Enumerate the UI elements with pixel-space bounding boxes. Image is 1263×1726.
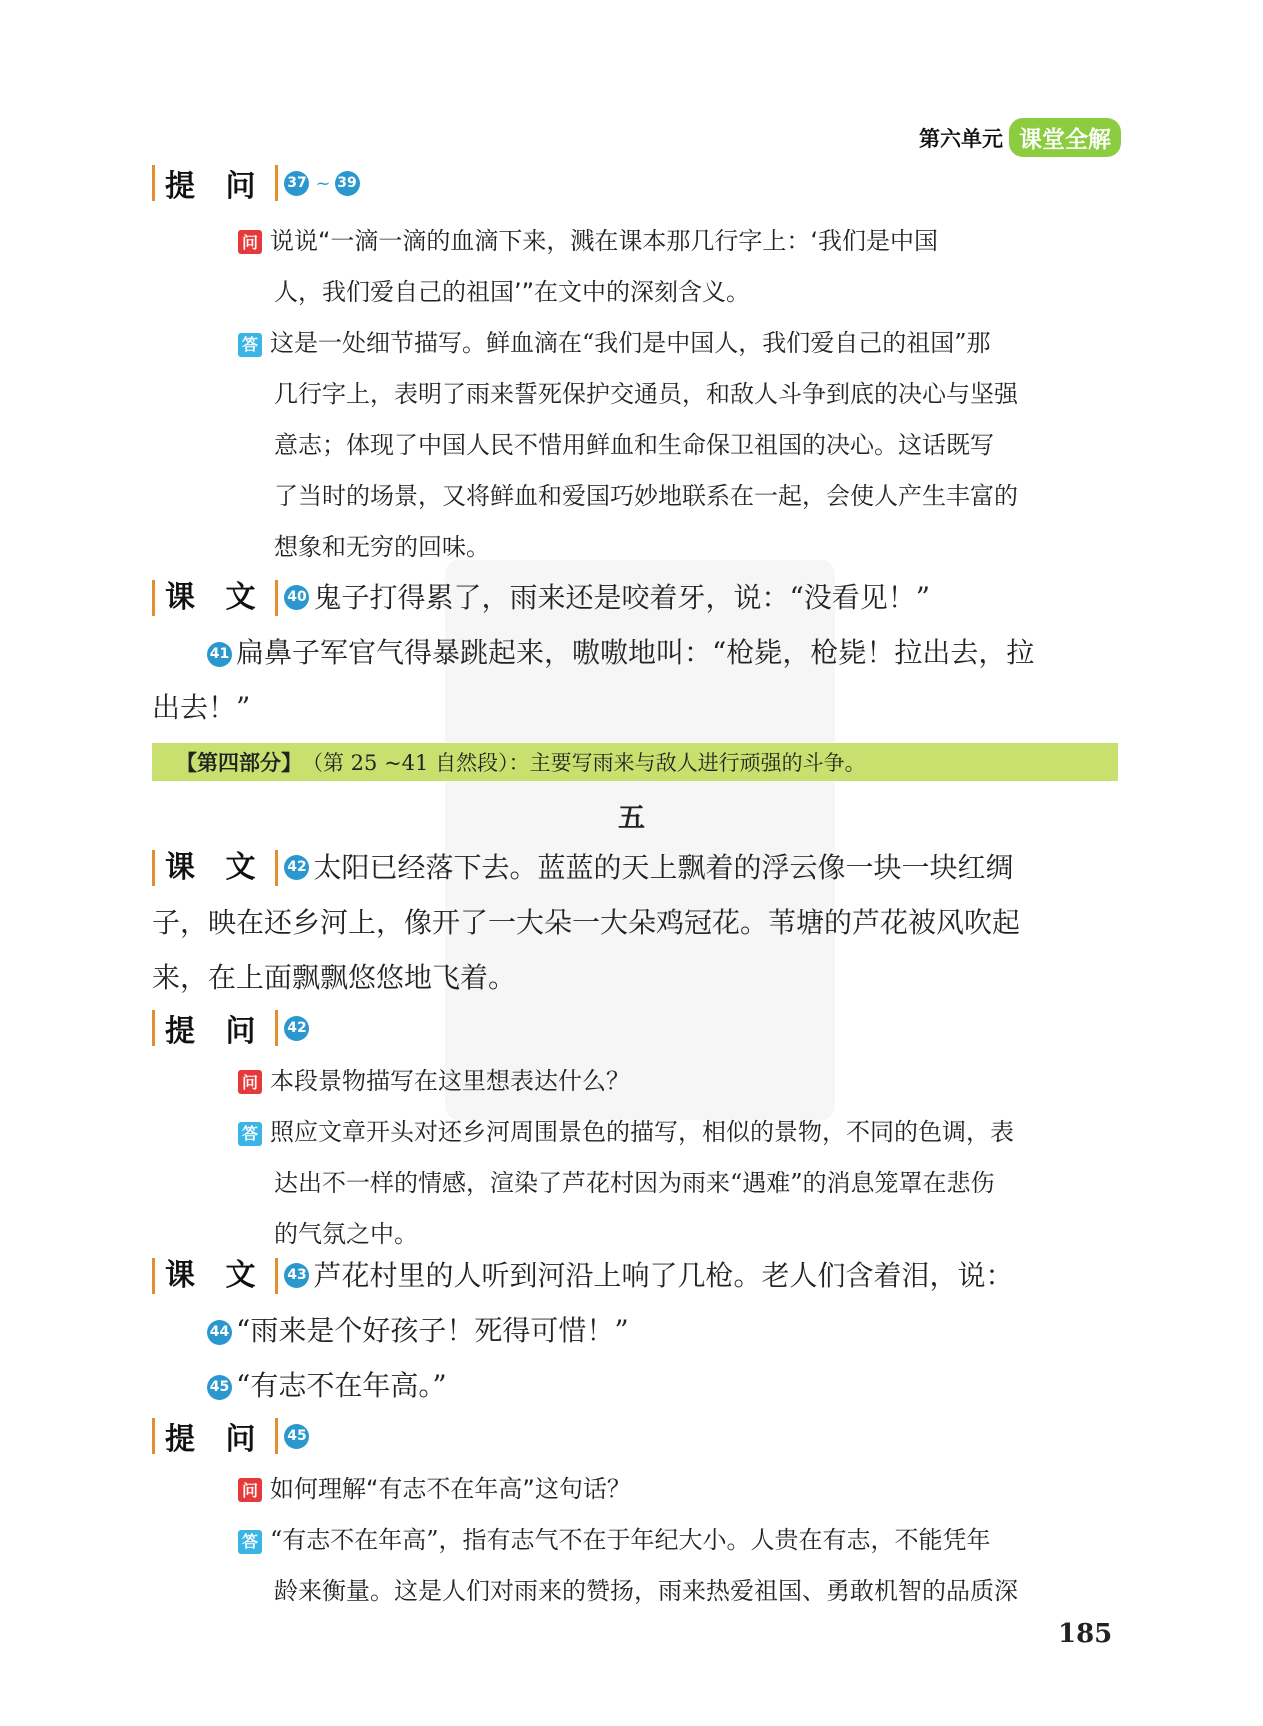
paragraph-number: 37 [284,171,309,196]
text-content: 扁鼻子军官气得暴跳起来，嗷嗷地叫：“枪毙，枪毙！拉出去，拉 [236,636,1035,669]
range-tilde: ~ [315,172,331,194]
question-icon: 问 [238,230,262,254]
question-text: 说说“一滴一滴的血滴下来，溅在课本那几行字上：‘我们是中国 [270,227,939,255]
text-line [152,570,1120,625]
paragraph-number: 40 [284,585,309,610]
text-content: “有志不在年高。” [236,1369,447,1402]
answer-line: 意志；体现了中国人民不惜用鲜血和生命保卫祖国的决心。这话既写 [274,431,994,459]
answer-text: 这是一处细节描写。鲜血滴在“我们是中国人，我们爱自己的祖国”那 [270,329,991,357]
question-line [238,216,1120,267]
page-number: 185 [1058,1619,1113,1649]
question-tag: 提 问 [152,1418,278,1454]
question-tag: 提 问 [152,1010,278,1046]
question-line [238,1056,1120,1107]
answer-line [238,1107,1120,1158]
section-title: 五 [618,803,645,834]
text-tag: 课 文 [152,580,278,616]
paragraph-number: 42 [284,1016,309,1041]
paragraph-number: 45 [207,1375,232,1400]
summary-label: 【第四部分】 [176,751,302,775]
question-text: 如何理解“有志不在年高”这句话？ [270,1475,631,1503]
paragraph-number: 43 [284,1263,309,1288]
paragraph-number: 41 [207,642,232,667]
text-content: “雨来是个好孩子！死得可惜！” [236,1314,629,1347]
text-tag: 课 文 [152,850,278,886]
text-tag: 课 文 [152,1258,278,1294]
answer-line [238,1515,1120,1566]
paragraph-number: 45 [284,1424,309,1449]
text-line [152,1248,1120,1303]
question-header [152,165,364,204]
text-line: 子，映在还乡河上，像开了一大朵一大朵鸡冠花。苇塘的芦花被风吹起 [152,906,1021,939]
answer-icon: 答 [238,333,262,357]
text-content: 芦花村里的人听到河沿上响了几枪。老人们含着泪，说： [313,1259,1014,1292]
unit-title: 第六单元 [919,126,1003,151]
question-line [238,1464,1120,1515]
page-header [919,118,1121,157]
question-text: 本段景物描写在这里想表达什么？ [270,1067,630,1095]
text-block [152,570,1120,735]
text-line [152,1358,1120,1413]
answer-line: 达出不一样的情感，渲染了芦花村因为雨来“遇难”的消息笼罩在悲伤 [274,1169,995,1197]
question-line: 人，我们爱自己的祖国’”在文中的深刻含义。 [274,278,751,306]
qa-block [238,1056,1120,1260]
text-line: 出去！” [152,691,251,724]
text-line: 来，在上面飘飘悠悠地飞着。 [152,961,517,994]
answer-line [238,318,1120,369]
text-line [152,625,1120,680]
text-block [152,1248,1120,1413]
text-line [152,840,1120,895]
section-summary [152,743,1118,781]
question-header [152,1418,313,1457]
question-header [152,1010,313,1049]
question-icon: 问 [238,1478,262,1502]
paragraph-number: 39 [335,171,360,196]
paragraph-number: 42 [284,855,309,880]
answer-line: 了当时的场景，又将鲜血和爱国巧妙地联系在一起，会使人产生丰富的 [274,482,1018,510]
answer-line: 几行字上，表明了雨来誓死保护交通员，和敌人斗争到底的决心与坚强 [274,380,1018,408]
unit-badge: 课堂全解 [1009,118,1121,157]
text-block [152,840,1120,1005]
summary-text: （第 25 ~41 自然段）：主要写雨来与敌人进行顽强的斗争。 [302,751,866,775]
paragraph-number: 44 [207,1320,232,1345]
qa-block [238,1464,1120,1617]
qa-block [238,216,1120,573]
text-content: 太阳已经落下去。蓝蓝的天上飘着的浮云像一块一块红绸 [313,851,1014,884]
answer-line: 龄来衡量。这是人们对雨来的赞扬，雨来热爱祖国、勇敢机智的品质深 [274,1577,1018,1605]
text-content: 鬼子打得累了，雨来还是咬着牙，说：“没看见！” [313,581,931,614]
question-icon: 问 [238,1070,262,1094]
answer-icon: 答 [238,1530,262,1554]
answer-text: 照应文章开头对还乡河周围景色的描写，相似的景物，不同的色调，表 [270,1118,1014,1146]
answer-line: 想象和无穷的回味。 [274,533,490,561]
answer-icon: 答 [238,1122,262,1146]
question-tag: 提 问 [152,165,278,201]
answer-line: 的气氛之中。 [274,1220,418,1248]
text-line [152,1303,1120,1358]
answer-text: “有志不在年高”，指有志气不在于年纪大小。人贵在有志，不能凭年 [270,1526,991,1554]
